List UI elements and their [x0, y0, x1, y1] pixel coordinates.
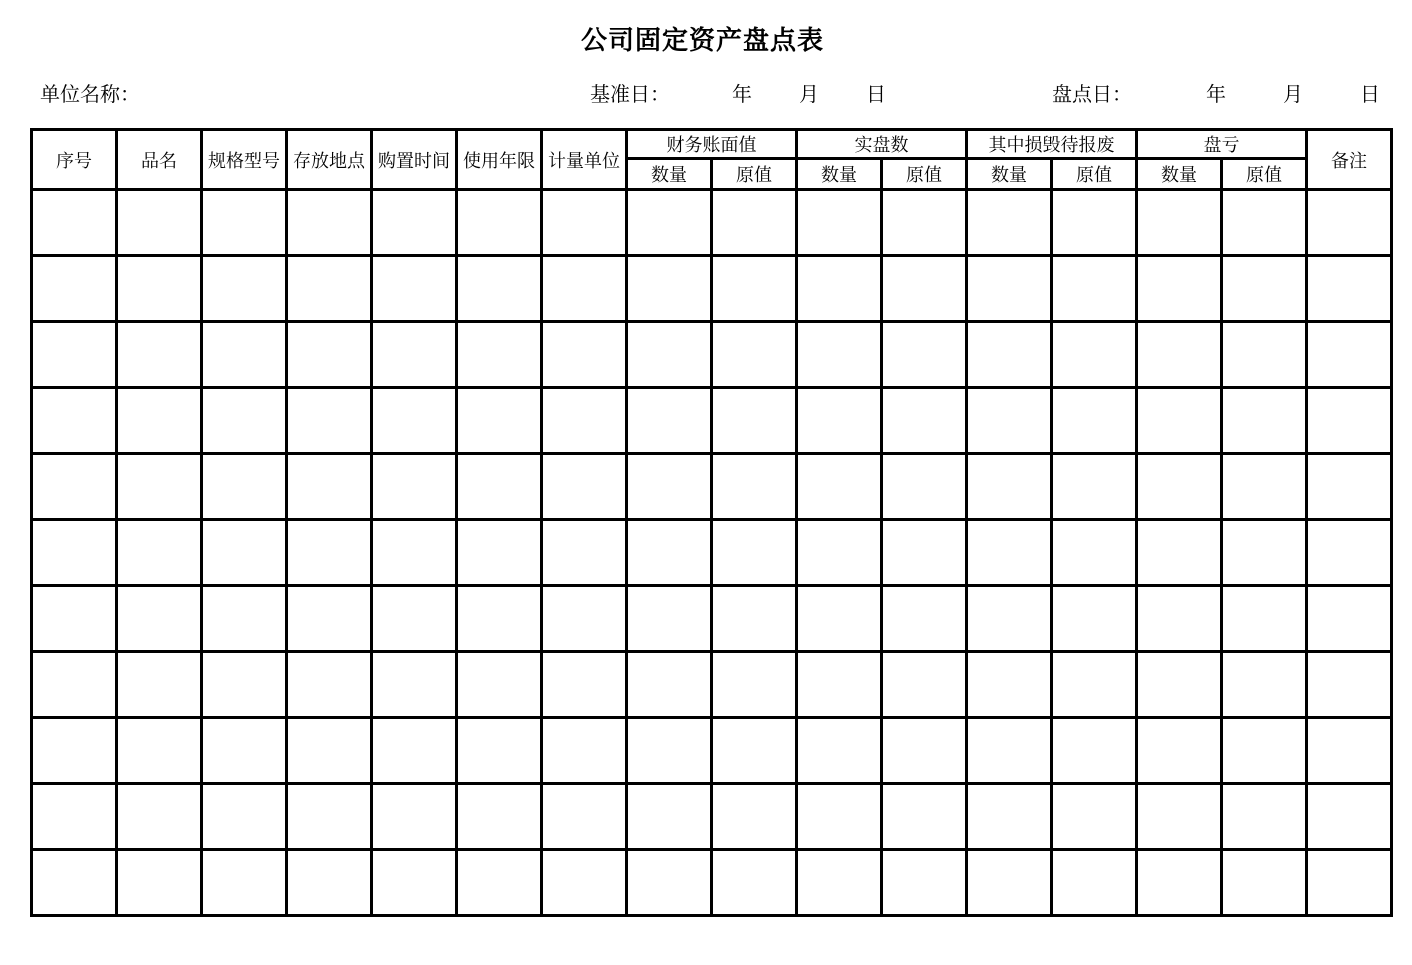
table-cell[interactable] — [1307, 190, 1392, 256]
asset-inventory-table — [30, 128, 1393, 917]
table-cell[interactable] — [1052, 718, 1137, 784]
header-book-qty: 数量 — [627, 159, 712, 190]
header-remarks: 备注 — [1307, 130, 1392, 190]
table-cell[interactable] — [627, 190, 712, 256]
header-actual-qty: 数量 — [797, 159, 882, 190]
header-location: 存放地点 — [287, 130, 372, 190]
table-cell[interactable] — [797, 256, 882, 322]
table-cell[interactable] — [882, 520, 967, 586]
table-cell[interactable] — [32, 454, 117, 520]
table-row — [32, 322, 1392, 388]
table-cell[interactable] — [627, 520, 712, 586]
table-cell[interactable] — [32, 322, 117, 388]
header-purchase-time: 购置时间 — [372, 130, 457, 190]
base-date-year-label: 年 — [732, 82, 752, 106]
table-cell[interactable] — [457, 256, 542, 322]
table-cell[interactable] — [32, 718, 117, 784]
table-cell[interactable] — [32, 586, 117, 652]
table-cell[interactable] — [967, 454, 1052, 520]
table-cell[interactable] — [32, 520, 117, 586]
table-row — [32, 784, 1392, 850]
header-actual-count: 实盘数 — [797, 130, 967, 159]
table-cell[interactable] — [117, 586, 202, 652]
table-cell[interactable] — [1222, 190, 1307, 256]
header-shortage-qty: 数量 — [1137, 159, 1222, 190]
table-cell[interactable] — [1137, 652, 1222, 718]
table-cell[interactable] — [117, 652, 202, 718]
table-cell[interactable] — [202, 190, 287, 256]
table-cell[interactable] — [967, 652, 1052, 718]
table-cell[interactable] — [372, 454, 457, 520]
table-cell[interactable] — [372, 784, 457, 850]
table-cell[interactable] — [287, 652, 372, 718]
table-cell[interactable] — [287, 520, 372, 586]
table-cell[interactable] — [542, 256, 627, 322]
table-row — [32, 190, 1392, 256]
table-cell[interactable] — [797, 520, 882, 586]
table-cell[interactable] — [882, 190, 967, 256]
table-cell[interactable] — [117, 256, 202, 322]
table-cell[interactable] — [967, 388, 1052, 454]
count-date-month-label: 月 — [1283, 82, 1303, 106]
table-cell[interactable] — [712, 652, 797, 718]
table-cell[interactable] — [712, 454, 797, 520]
table-cell[interactable] — [457, 454, 542, 520]
table-cell[interactable] — [1137, 454, 1222, 520]
table-cell[interactable] — [287, 256, 372, 322]
table-cell[interactable] — [797, 322, 882, 388]
table-cell[interactable] — [967, 784, 1052, 850]
table-cell[interactable] — [712, 256, 797, 322]
table-cell[interactable] — [967, 190, 1052, 256]
table-cell[interactable] — [542, 454, 627, 520]
table-cell[interactable] — [627, 322, 712, 388]
table-cell[interactable] — [1052, 256, 1137, 322]
table-cell[interactable] — [1052, 586, 1137, 652]
table-cell[interactable] — [627, 850, 712, 916]
table-cell[interactable] — [1222, 718, 1307, 784]
table-cell[interactable] — [1052, 652, 1137, 718]
table-row — [32, 454, 1392, 520]
table-cell[interactable] — [712, 784, 797, 850]
table-cell[interactable] — [372, 256, 457, 322]
table-cell[interactable] — [1222, 256, 1307, 322]
table-cell[interactable] — [117, 784, 202, 850]
header-spec: 规格型号 — [202, 130, 287, 190]
table-cell[interactable] — [202, 652, 287, 718]
table-cell[interactable] — [372, 718, 457, 784]
table-cell[interactable] — [287, 322, 372, 388]
table-cell[interactable] — [1137, 256, 1222, 322]
table-cell[interactable] — [117, 322, 202, 388]
table-cell[interactable] — [1307, 520, 1392, 586]
table-cell[interactable] — [882, 784, 967, 850]
table-cell[interactable] — [1137, 718, 1222, 784]
table-cell[interactable] — [372, 388, 457, 454]
table-cell[interactable] — [1052, 784, 1137, 850]
table-cell[interactable] — [627, 256, 712, 322]
table-cell[interactable] — [712, 190, 797, 256]
table-cell[interactable] — [457, 388, 542, 454]
table-cell[interactable] — [202, 256, 287, 322]
table-cell[interactable] — [1222, 520, 1307, 586]
table-cell[interactable] — [1222, 454, 1307, 520]
table-cell[interactable] — [1307, 388, 1392, 454]
table-cell[interactable] — [372, 850, 457, 916]
table-cell[interactable] — [32, 850, 117, 916]
table-cell[interactable] — [32, 256, 117, 322]
header-seq: 序号 — [32, 130, 117, 190]
header-service-life: 使用年限 — [457, 130, 542, 190]
table-cell[interactable] — [32, 388, 117, 454]
count-date-day-label: 日 — [1360, 82, 1380, 106]
table-cell[interactable] — [1307, 454, 1392, 520]
table-cell[interactable] — [712, 322, 797, 388]
table-cell[interactable] — [542, 784, 627, 850]
table-cell[interactable] — [882, 322, 967, 388]
table-cell[interactable] — [287, 190, 372, 256]
table-cell[interactable] — [542, 652, 627, 718]
table-cell[interactable] — [712, 586, 797, 652]
table-cell[interactable] — [1052, 388, 1137, 454]
table-cell[interactable] — [882, 256, 967, 322]
table-cell[interactable] — [882, 388, 967, 454]
table-cell[interactable] — [202, 520, 287, 586]
table-cell[interactable] — [457, 784, 542, 850]
table-cell[interactable] — [882, 586, 967, 652]
table-cell[interactable] — [287, 850, 372, 916]
table-cell[interactable] — [1222, 586, 1307, 652]
table-cell[interactable] — [287, 388, 372, 454]
header-book-value: 财务账面值 — [627, 130, 797, 159]
table-cell[interactable] — [627, 784, 712, 850]
table-cell[interactable] — [542, 322, 627, 388]
table-cell[interactable] — [882, 454, 967, 520]
table-cell[interactable] — [372, 652, 457, 718]
table-cell[interactable] — [1052, 190, 1137, 256]
table-cell[interactable] — [117, 718, 202, 784]
table-cell[interactable] — [1307, 256, 1392, 322]
table-cell[interactable] — [882, 652, 967, 718]
header-book-orig-value: 原值 — [712, 159, 797, 190]
table-cell[interactable] — [797, 718, 882, 784]
table-row — [32, 718, 1392, 784]
table-row — [32, 520, 1392, 586]
table-cell[interactable] — [372, 322, 457, 388]
table-cell[interactable] — [797, 652, 882, 718]
table-cell[interactable] — [542, 520, 627, 586]
table-cell[interactable] — [712, 850, 797, 916]
table-cell[interactable] — [202, 322, 287, 388]
table-row — [32, 388, 1392, 454]
header-damaged: 其中损毁待报废 — [967, 130, 1137, 159]
table-cell[interactable] — [712, 718, 797, 784]
table-cell[interactable] — [457, 652, 542, 718]
table-cell[interactable] — [967, 586, 1052, 652]
table-cell[interactable] — [797, 784, 882, 850]
table-cell[interactable] — [1052, 850, 1137, 916]
table-row — [32, 850, 1392, 916]
table-cell[interactable] — [32, 784, 117, 850]
table-cell[interactable] — [1137, 322, 1222, 388]
table-cell[interactable] — [372, 586, 457, 652]
table-cell[interactable] — [542, 718, 627, 784]
table-cell[interactable] — [1222, 850, 1307, 916]
table-cell[interactable] — [1052, 520, 1137, 586]
table-row — [32, 256, 1392, 322]
table-cell[interactable] — [797, 388, 882, 454]
table-cell[interactable] — [202, 388, 287, 454]
table-cell[interactable] — [627, 718, 712, 784]
table-cell[interactable] — [627, 454, 712, 520]
table-cell[interactable] — [967, 718, 1052, 784]
table-cell[interactable] — [627, 652, 712, 718]
table-cell[interactable] — [32, 190, 117, 256]
table-cell[interactable] — [1052, 322, 1137, 388]
table-cell[interactable] — [117, 388, 202, 454]
base-date-label: 基准日： — [590, 82, 670, 106]
header-shortage: 盘亏 — [1137, 130, 1307, 159]
table-cell[interactable] — [1137, 586, 1222, 652]
table-cell[interactable] — [457, 520, 542, 586]
table-cell[interactable] — [797, 586, 882, 652]
base-date-month-label: 月 — [799, 82, 819, 106]
table-cell[interactable] — [1307, 718, 1392, 784]
table-cell[interactable] — [117, 850, 202, 916]
table-cell[interactable] — [542, 850, 627, 916]
header-actual-orig-value: 原值 — [882, 159, 967, 190]
table-cell[interactable] — [1307, 586, 1392, 652]
table-cell[interactable] — [202, 454, 287, 520]
table-cell[interactable] — [287, 784, 372, 850]
table-cell[interactable] — [712, 520, 797, 586]
table-cell[interactable] — [457, 322, 542, 388]
table-cell[interactable] — [1137, 388, 1222, 454]
table-cell[interactable] — [287, 454, 372, 520]
table-cell[interactable] — [967, 850, 1052, 916]
unit-name-label: 单位名称： — [40, 82, 140, 106]
table-cell[interactable] — [967, 256, 1052, 322]
table-cell[interactable] — [202, 718, 287, 784]
count-date-label: 盘点日： — [1052, 82, 1132, 106]
table-cell[interactable] — [542, 586, 627, 652]
table-row — [32, 586, 1392, 652]
table-cell[interactable] — [627, 388, 712, 454]
table-cell[interactable] — [542, 388, 627, 454]
table-cell[interactable] — [542, 190, 627, 256]
table-cell[interactable] — [202, 586, 287, 652]
table-body — [32, 190, 1392, 916]
table-cell[interactable] — [457, 850, 542, 916]
table-cell[interactable] — [287, 718, 372, 784]
table-cell[interactable] — [797, 190, 882, 256]
table-cell[interactable] — [372, 190, 457, 256]
table-cell[interactable] — [372, 520, 457, 586]
table-cell[interactable] — [117, 520, 202, 586]
header-name: 品名 — [117, 130, 202, 190]
table-cell[interactable] — [882, 718, 967, 784]
table-cell[interactable] — [1307, 652, 1392, 718]
table-cell[interactable] — [457, 586, 542, 652]
table-cell[interactable] — [32, 652, 117, 718]
count-date-year-label: 年 — [1206, 82, 1226, 106]
table-cell[interactable] — [1222, 652, 1307, 718]
table-cell[interactable] — [1137, 190, 1222, 256]
table-cell[interactable] — [797, 454, 882, 520]
page-title: 公司固定资产盘点表 — [580, 26, 824, 56]
table-row — [32, 652, 1392, 718]
header-shortage-orig-value: 原值 — [1222, 159, 1307, 190]
table-cell[interactable] — [1052, 454, 1137, 520]
table-cell[interactable] — [1222, 322, 1307, 388]
header-unit: 计量单位 — [542, 130, 627, 190]
table-cell[interactable] — [1137, 784, 1222, 850]
header-damaged-orig-value: 原值 — [1052, 159, 1137, 190]
base-date-day-label: 日 — [866, 82, 886, 106]
table-cell[interactable] — [797, 850, 882, 916]
table-cell[interactable] — [117, 454, 202, 520]
table-cell[interactable] — [627, 586, 712, 652]
table-cell[interactable] — [1137, 850, 1222, 916]
table-cell[interactable] — [457, 718, 542, 784]
table-cell[interactable] — [967, 322, 1052, 388]
table-cell[interactable] — [202, 850, 287, 916]
table-cell[interactable] — [287, 586, 372, 652]
table-cell[interactable] — [967, 520, 1052, 586]
header-damaged-qty: 数量 — [967, 159, 1052, 190]
table-cell[interactable] — [882, 850, 967, 916]
table-cell[interactable] — [117, 190, 202, 256]
table-cell[interactable] — [1307, 322, 1392, 388]
table-cell[interactable] — [712, 388, 797, 454]
table-cell[interactable] — [1307, 850, 1392, 916]
table-cell[interactable] — [1222, 784, 1307, 850]
table-cell[interactable] — [1137, 520, 1222, 586]
table-cell[interactable] — [202, 784, 287, 850]
table-cell[interactable] — [457, 190, 542, 256]
table-cell[interactable] — [1307, 784, 1392, 850]
table-cell[interactable] — [1222, 388, 1307, 454]
